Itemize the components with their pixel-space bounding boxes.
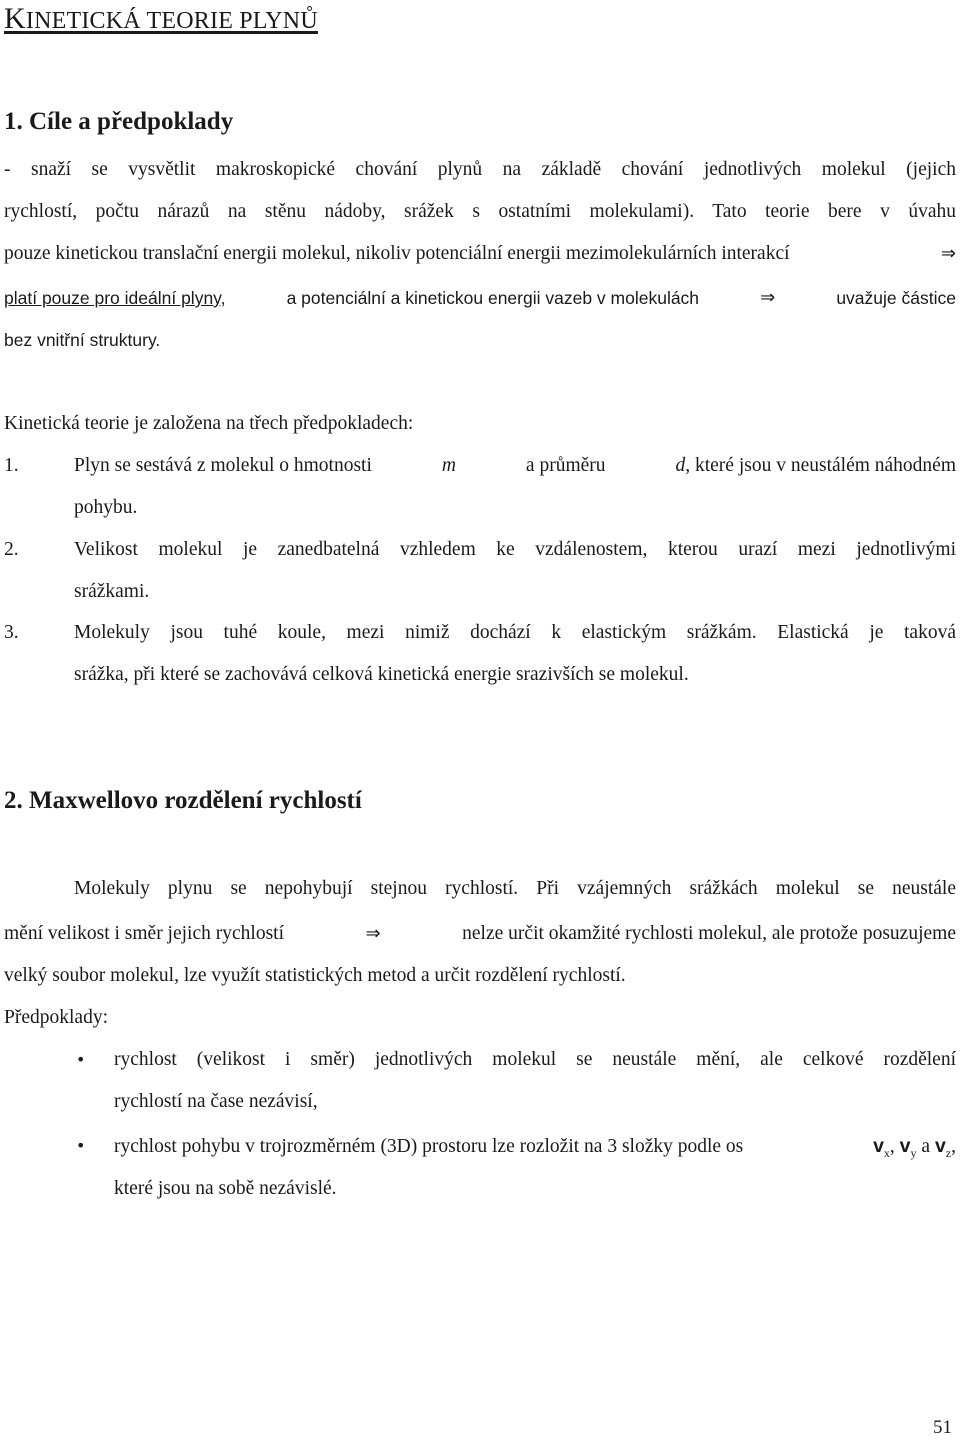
implies-arrow-icon: ⇒ <box>365 923 381 944</box>
para2-line2-b: nelze určit okamžité rychlosti molekul, ale protože posuzujeme <box>462 923 956 944</box>
item3-line1: Molekuly jsou tuhé koule, mezi nimiž dochází k elastickým srážkám. Elastická je taková <box>74 622 956 643</box>
para2-line2 <box>4 913 956 955</box>
item2-line2: srážkami. <box>74 581 150 602</box>
title-rest: INETICKÁ TEORIE PLYNŮ <box>25 8 318 34</box>
para1-line5: bez vnitřní struktury. <box>4 330 161 350</box>
item1-text-c-wrap <box>675 445 956 487</box>
page-number: 51 <box>933 1417 952 1438</box>
para2-line3: velký soubor molekul, lze využít statistických metod a určit rozdělení rychlostí. <box>4 965 626 986</box>
bullet2-text-a: rychlost pohybu v trojrozměrném (3D) prostoru lze rozložit na 3 složky podle os <box>114 1136 744 1157</box>
para1-line4-underlined: platí pouze pro ideální plyny, <box>4 288 226 308</box>
item2-number: 2. <box>4 539 19 560</box>
assumptions-label: Předpoklady: <box>4 1007 108 1028</box>
para1-line4-rest: a potenciální a kinetickou energii vazeb v molekulách <box>286 288 700 308</box>
section2-heading: 2. Maxwellovo rozdělení rychlostí <box>4 787 362 814</box>
page-title <box>4 2 318 36</box>
item1-line2: pohybu. <box>74 497 138 518</box>
section1-heading: 1. Cíle a předpoklady <box>4 108 234 135</box>
bullet1-line2: rychlostí na čase nezávisí, <box>114 1091 318 1112</box>
item1-line1 <box>74 445 956 487</box>
item3-line2: srážka, při které se zachovává celková kinetická energie srazivších se molekul. <box>74 664 689 685</box>
bullet1-line1: rychlost (velikost i směr) jednotlivých molekul se neustále mění, ale celkové rozdělení <box>114 1049 956 1070</box>
title-first-letter: K <box>4 2 26 35</box>
item1-number: 1. <box>4 455 19 476</box>
item1-text-c: , které jsou v neustálém náhodném <box>685 455 956 476</box>
bullet2-line2: které jsou na sobě nezávislé. <box>114 1178 337 1199</box>
item2-line1: Velikost molekul je zanedbatelná vzhledem ke vzdálenostem, kterou urazí mezi jednotlivými <box>74 539 956 560</box>
implies-arrow-icon: ⇒ <box>760 287 776 308</box>
para1-line4-end: uvažuje částice <box>836 288 956 308</box>
item1-var-m: m <box>441 455 456 476</box>
velocity-components: $v_x$, $v_y$ a $v_z$, <box>873 1135 956 1160</box>
para1-line2: rychlostí, počtu nárazů na stěnu nádoby, srážek s ostatními molekulami). Tato teorie bere v úvahu <box>4 201 956 222</box>
item1-text-a: Plyn se sestává z molekul o hmotnosti <box>74 455 372 476</box>
item1-var-d: d <box>675 455 686 476</box>
para1-line4 <box>4 277 956 319</box>
bullet-icon: • <box>76 1136 86 1155</box>
item3-number: 3. <box>4 622 19 643</box>
para1-line3 <box>4 233 956 275</box>
bullet2-line1 <box>114 1125 956 1174</box>
para2-line1: Molekuly plynu se nepohybují stejnou rychlostí. Při vzájemných srážkách molekul se neustále <box>74 878 956 899</box>
para1-line3-text: pouze kinetickou translační energii molekul, nikoliv potenciální energii mezimolekulárních interakcí <box>4 243 790 264</box>
assumptions-intro: Kinetická teorie je založena na třech předpokladech: <box>4 413 414 434</box>
para2-line2-a: mění velikost i směr jejich rychlostí <box>4 923 284 944</box>
para1-line1: - snaží se vysvětlit makroskopické chování plynů na základě chování jednotlivých molekul (jejich <box>4 159 956 180</box>
item1-text-b: a průměru <box>525 455 606 476</box>
bullet-icon: • <box>76 1050 86 1069</box>
implies-arrow-icon: ⇒ <box>940 243 956 264</box>
